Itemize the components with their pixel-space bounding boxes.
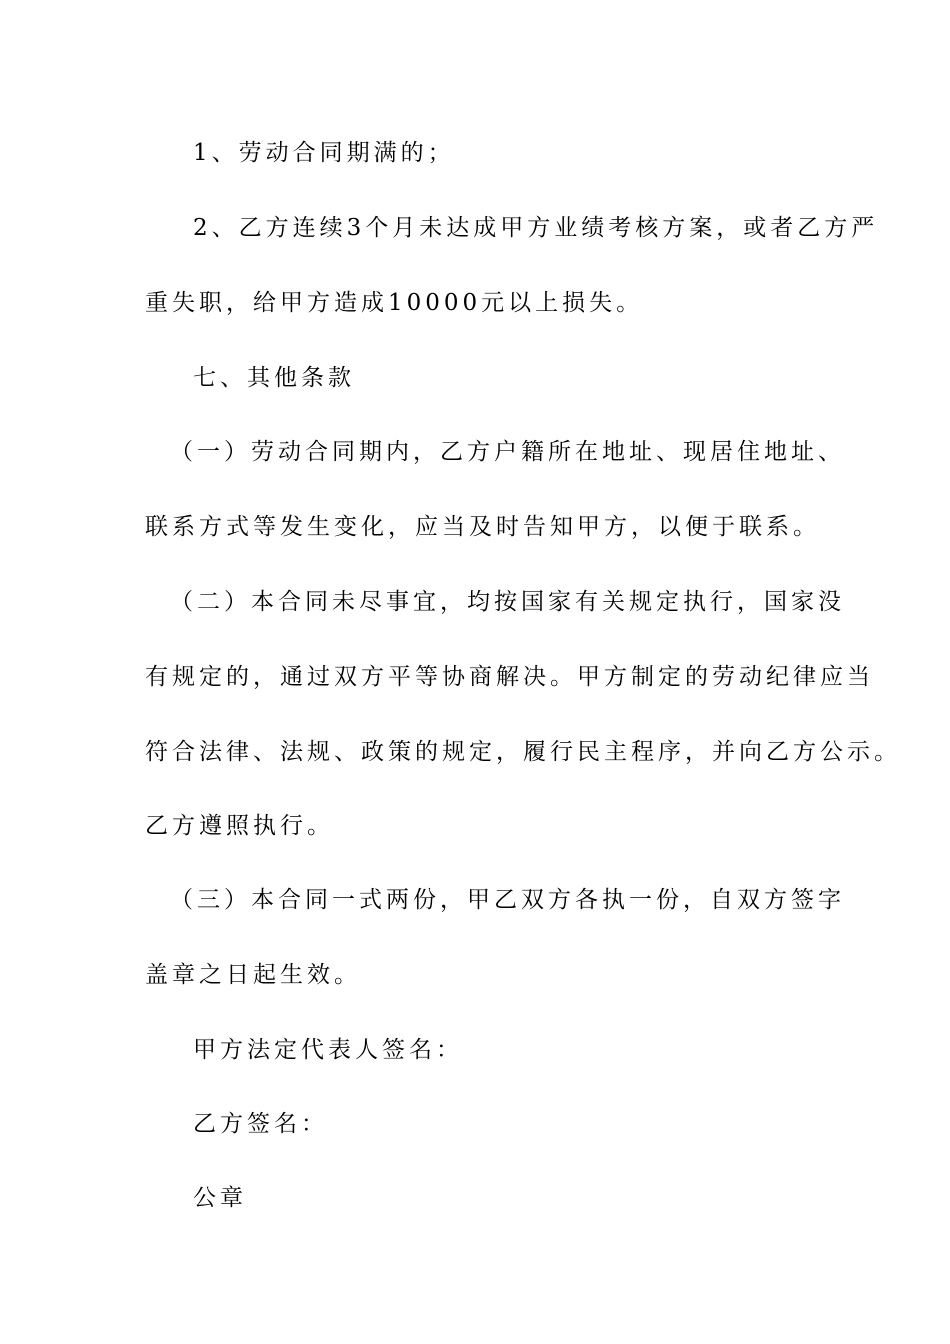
clause-7-2-line-3: 符合法律、法规、政策的规定，履行民主程序，并向乙方公示。 <box>145 739 901 765</box>
clause-7-3-line-2: 盖章之日起生效。 <box>145 962 361 988</box>
party-b-signature-label: 乙方签名： <box>193 1111 328 1137</box>
party-a-signature-label: 甲方法定代表人签名： <box>193 1037 463 1063</box>
clause-6-item-2-line-2: 重失职，给甲方造成10000元以上损失。 <box>145 290 644 316</box>
clause-6-item-1: 1、劳动合同期满的； <box>193 140 455 166</box>
clause-7-1-line-1: （一）劳动合同期内，乙方户籍所在地址、现居住地址、 <box>170 439 845 465</box>
section-7-heading: 七、其他条款 <box>193 365 355 391</box>
clause-7-2-line-2: 有规定的，通过双方平等协商解决。甲方制定的劳动纪律应当 <box>145 664 874 690</box>
clause-7-1-line-2: 联系方式等发生变化，应当及时告知甲方，以便于联系。 <box>145 514 820 540</box>
official-seal-label: 公章 <box>193 1185 247 1211</box>
clause-7-2-line-4: 乙方遵照执行。 <box>145 813 334 839</box>
clause-7-3-line-1: （三）本合同一式两份，甲乙双方各执一份，自双方签字 <box>170 887 845 913</box>
clause-7-2-line-1: （二）本合同未尽事宜，均按国家有关规定执行，国家没 <box>170 589 845 615</box>
clause-6-item-2-line-1: 2、乙方连续3个月未达成甲方业绩考核方案，或者乙方严 <box>193 215 879 241</box>
